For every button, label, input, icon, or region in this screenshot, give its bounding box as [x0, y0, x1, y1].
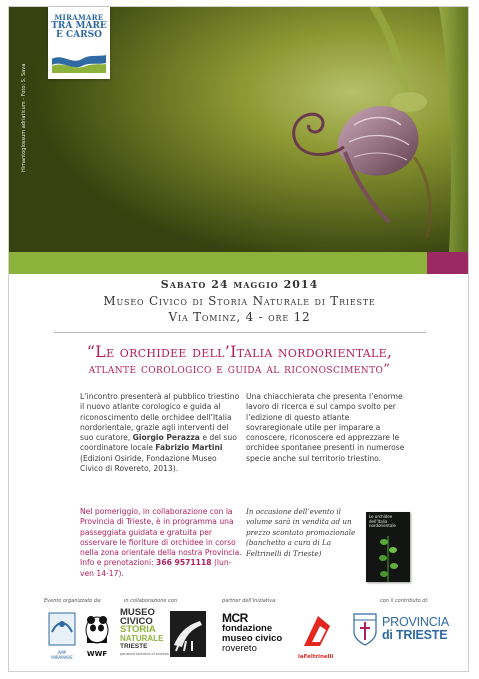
organized-label: Evento organizzato da:	[44, 598, 102, 604]
panda-icon	[83, 612, 111, 646]
provincia-line-2: di TRIESTE	[382, 628, 448, 642]
event-address: Via Tominz, 4 - ore 12	[168, 310, 311, 324]
dinosaur-icon	[170, 611, 206, 657]
coordinator-name: Fabrizio Martini	[155, 443, 223, 453]
divider	[54, 332, 426, 333]
book-sale-note: In occasione dell’evento il volume sarà in vendita ad un prezzo scontato promozionale (banchetto a cura di La Feltrinelli di Trieste)	[246, 507, 356, 558]
book-cover	[366, 512, 410, 582]
afternoon-walk-text: Nel pomeriggio, in collaborazione con la Provincia di Trieste, è in programma una passeggiata guidata e gratuita per osservare le fioriture di orchidee in corso nella zona orientale della nostra Provincia. Info e prenotazioni: 366 9571118 (lun-ven 14-17).	[80, 507, 242, 578]
orchid-cover-icon	[366, 530, 410, 582]
collab-label: in collaborazione con	[124, 598, 178, 604]
provincia-line-1: PROVINCIA	[382, 615, 449, 629]
partner-label: partner dell’iniziativa:	[222, 598, 277, 604]
description-text: Una chiacchierata che presenta l’enorme lavoro di ricerca e sul campo svolto per l’edizione di questo atlante sovraregionale utile per imparare a conoscere, riconoscere ed apprezzare le orchidee spontanee presenti in numerose specie anche sul territorio triestino.	[246, 392, 405, 463]
book-cover-title: Le orchidee dell’Italia nordorientale	[369, 514, 396, 528]
coat-of-arms-icon	[352, 612, 378, 646]
museo-civico-logo: MUSEO CIVICO STORIA NATURALE TRIESTE pensiero tellurico di scienza	[120, 607, 169, 656]
wwf-logo: WWF	[83, 612, 111, 658]
feltrinelli-mark-icon	[298, 612, 336, 650]
miramare-logo	[48, 7, 110, 79]
green-band	[9, 252, 468, 274]
photo-credit: Himantoglossum adriaticum - Foto: S. Sava	[21, 63, 27, 172]
event-title: “Le orchidee dell’Italia nordorientale,	[86, 342, 393, 361]
curator-name: Giorgio Perazza	[132, 433, 200, 443]
dinosaur-logo	[170, 611, 206, 657]
fondazione-mcr-logo: MCR fondazione museo civico rovereto	[222, 611, 283, 654]
intro-text: L’incontro presenterà al pubblico triestino il nuovo atlante corologico e guida al riconoscimento delle orchidee dell’Italia nordorientale, grazie agli interventi del suo curatore, Giorgio Perazza e del suo coordinatore locale Fabrizio Martini (Edizioni Osiride, Fondazione Museo Civico di Rovereto, 2013).	[80, 392, 240, 474]
phone-number: 366 9571118	[156, 558, 212, 568]
logo-line-2: TRA MARE	[51, 21, 107, 31]
amp-miramare-logo: AMP MIRAMARE	[48, 612, 76, 658]
provincia-trieste-logo	[352, 612, 456, 652]
logo-line-1: MIRAMARE	[54, 13, 104, 22]
purple-band	[427, 252, 468, 274]
feltrinelli-logo: laFeltrinelli	[298, 612, 336, 660]
event-subtitle: atlante corologico e guida al riconoscimento”	[88, 362, 391, 377]
event-venue: Museo Civico di Storia Naturale di Trieste	[103, 294, 376, 308]
contrib-label: con il contributo di:	[380, 598, 429, 604]
wave-logo-icon	[52, 51, 106, 73]
event-date: Sabato 24 maggio 2014	[160, 278, 319, 291]
logo-line-3: E CARSO	[56, 30, 102, 40]
amp-logo-icon	[48, 612, 76, 646]
